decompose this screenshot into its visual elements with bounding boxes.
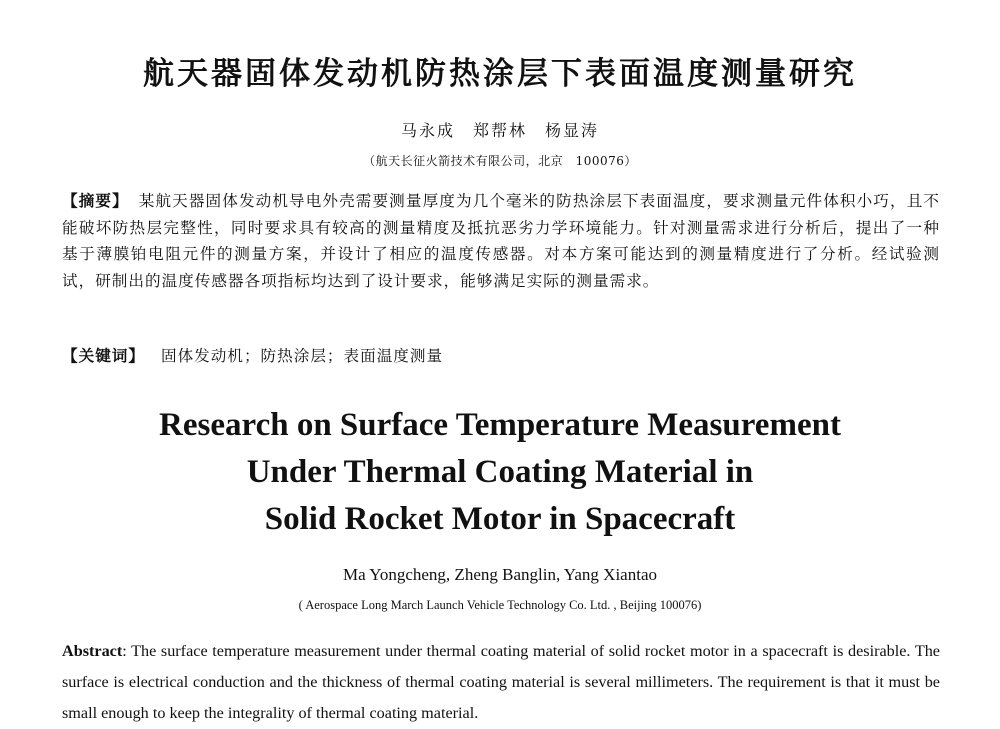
chinese-keywords-text: 固体发动机；防热涂层；表面温度测量	[160, 347, 444, 365]
chinese-abstract-text: 某航天器固体发动机导电外壳需要测量厚度为几个毫米的防热涂层下表面温度，要求测量元件体积小巧，且不能破坏防热层完整性，同时要求具有较高的测量精度及抵抗恶劣力学环境能力。针对测量需求进行分析后，提出了一种基于薄膜铂电阻元件的测量方案，并设计了相应的温度传感器。对本方案可能达到的测量精度进行了分析。经试验测试，研制出的温度传感器各项指标均达到了设计要求，能够满足实际的测量需求。	[62, 192, 940, 290]
english-title	[0, 402, 1000, 543]
english-title-line-2: Under Thermal Coating Material in	[246, 454, 754, 490]
english-abstract-text: : The surface temperature measurement under thermal coating material of solid rocket motor in a spacecraft is desirable. The surface is electrical conduction and the thickness of thermal coating material is several millimeters. The requirement is that it must be small enough to keep the integrality of thermal coating material.	[62, 642, 940, 722]
english-affiliation: ( Aerospace Long March Launch Vehicle Technology Co. Ltd. , Beijing 100076)	[298, 598, 702, 612]
chinese-affiliation: （航天长征火箭技术有限公司，北京 100076）	[363, 154, 637, 168]
chinese-keywords	[62, 343, 940, 369]
chinese-abstract	[62, 188, 940, 294]
english-authors: Ma Yongcheng, Zheng Banglin, Yang Xiantao	[342, 565, 657, 584]
english-title-line-3: Solid Rocket Motor in Spacecraft	[264, 501, 736, 537]
chinese-keywords-label: 【关键词】	[62, 347, 145, 365]
english-abstract-label: Abstract	[62, 642, 123, 660]
chinese-abstract-label: 【摘要】	[62, 192, 129, 210]
chinese-title: 航天器固体发动机防热涂层下表面温度测量研究	[143, 56, 857, 92]
english-abstract	[62, 636, 940, 729]
chinese-authors: 马永成 郑帮林 杨显涛	[400, 121, 599, 140]
english-title-line-1: Research on Surface Temperature Measurement	[159, 407, 841, 443]
